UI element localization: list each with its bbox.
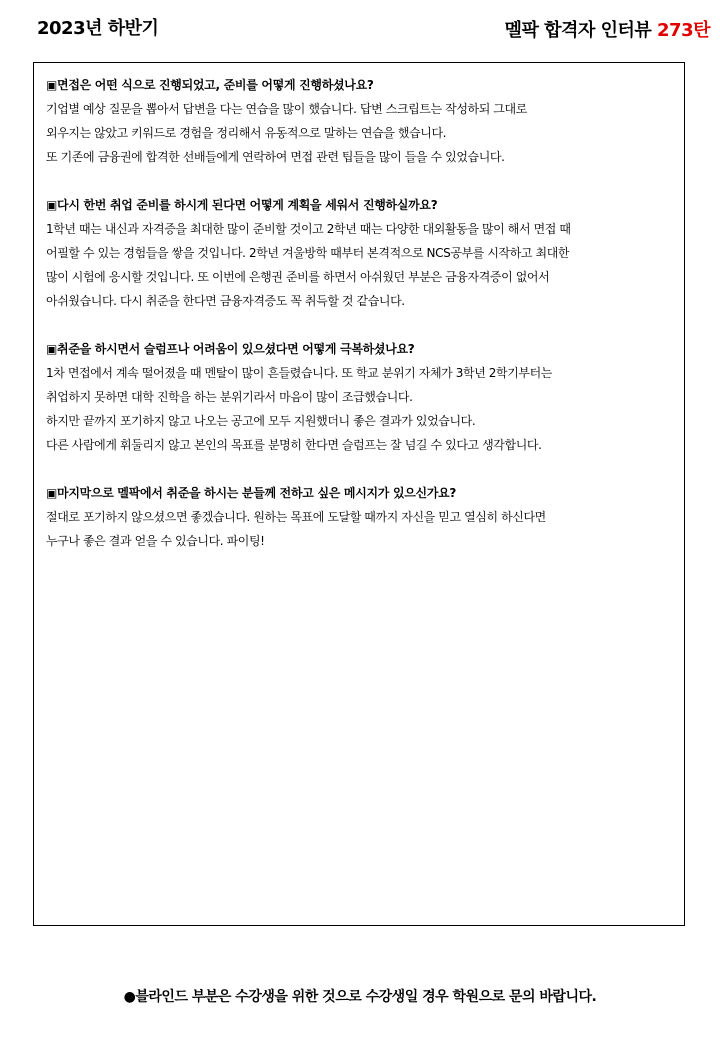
- answer-1-line-2: 외우지는 않았고 키워드로 경험을 정리해서 유동적으로 말하는 연습을 했습니다.: [46, 126, 447, 140]
- answer-1-line-3: 또 기존에 금융권에 합격한 선배들에게 연락하여 면접 관련 팁들을 많이 들을 수 있었습니다.: [46, 150, 505, 164]
- answer-3-line-1: 1차 면접에서 계속 떨어졌을 때 멘탈이 많이 흔들렸습니다. 또 학교 분위기 자체가 3학년 2학기부터는: [46, 366, 552, 380]
- qa-section-3: [46, 337, 674, 457]
- answer-2-line-1: 1학년 때는 내신과 자격증을 최대한 많이 준비할 것이고 2학년 때는 다양한 대외활동을 많이 해서 면접 때: [46, 222, 571, 236]
- qa-section-2: [46, 193, 674, 313]
- footer-notice: ●블라인드 부분은 수강생을 위한 것으로 수강생일 경우 학원으로 문의 바랍니다.: [123, 989, 597, 1005]
- answer-1-line-1: 기업별 예상 질문을 뽑아서 답변을 다는 연습을 많이 했습니다. 답변 스크립트는 작성하되 그대로: [46, 102, 527, 116]
- answer-4-line-1: 절대로 포기하지 않으셨으면 좋겠습니다. 원하는 목표에 도달할 때까지 자신을 믿고 열심히 하신다면: [46, 510, 546, 524]
- qa-section-4: [46, 481, 674, 553]
- answer-3-line-2: 취업하지 못하면 대학 진학을 하는 분위기라서 마음이 많이 조급했습니다.: [46, 390, 413, 404]
- series-title-text: 멜팍 합격자 인터뷰: [504, 20, 658, 41]
- answer-3-line-3: 하지만 끝까지 포기하지 않고 나오는 공고에 모두 지원했더니 좋은 결과가 있었습니다.: [46, 414, 476, 428]
- answer-2-line-4: 아쉬웠습니다. 다시 취준을 한다면 금융자격증도 꼭 취득할 것 같습니다.: [46, 294, 405, 308]
- answer-2-line-3: 많이 시험에 응시할 것입니다. 또 이번에 은행권 준비를 하면서 아쉬웠던 부분은 금융자격증이 없어서: [46, 270, 550, 284]
- question-3: ▣취준을 하시면서 슬럼프나 어려움이 있으셨다면 어떻게 극복하셨나요?: [46, 342, 415, 356]
- question-2: ▣다시 한번 취업 준비를 하시게 된다면 어떻게 계획을 세워서 진행하실까요?: [46, 198, 438, 212]
- qa-section-1: [46, 73, 674, 169]
- answer-4-line-2: 누구나 좋은 결과 얻을 수 있습니다. 파이팅!: [46, 534, 265, 548]
- answer-2-line-2: 어필할 수 있는 경험들을 쌓을 것입니다. 2학년 겨울방학 때부터 본격적으로 NCS공부를 시작하고 최대한: [46, 246, 570, 260]
- interview-content-box: [33, 62, 685, 926]
- question-4: ▣마지막으로 멜팍에서 취준을 하시는 분들께 전하고 싶은 메시지가 있으신가요?: [46, 486, 457, 500]
- issue-number: 273탄: [657, 20, 710, 41]
- period-title: 2023년 하반기: [37, 18, 159, 39]
- interview-series-title: [505, 16, 710, 42]
- question-1: ▣면접은 어떤 식으로 진행되었고, 준비를 어떻게 진행하셨나요?: [46, 78, 374, 92]
- answer-3-line-4: 다른 사람에게 휘둘리지 않고 본인의 목표를 분명히 한다면 슬럼프는 잘 넘길 수 있다고 생각합니다.: [46, 438, 542, 452]
